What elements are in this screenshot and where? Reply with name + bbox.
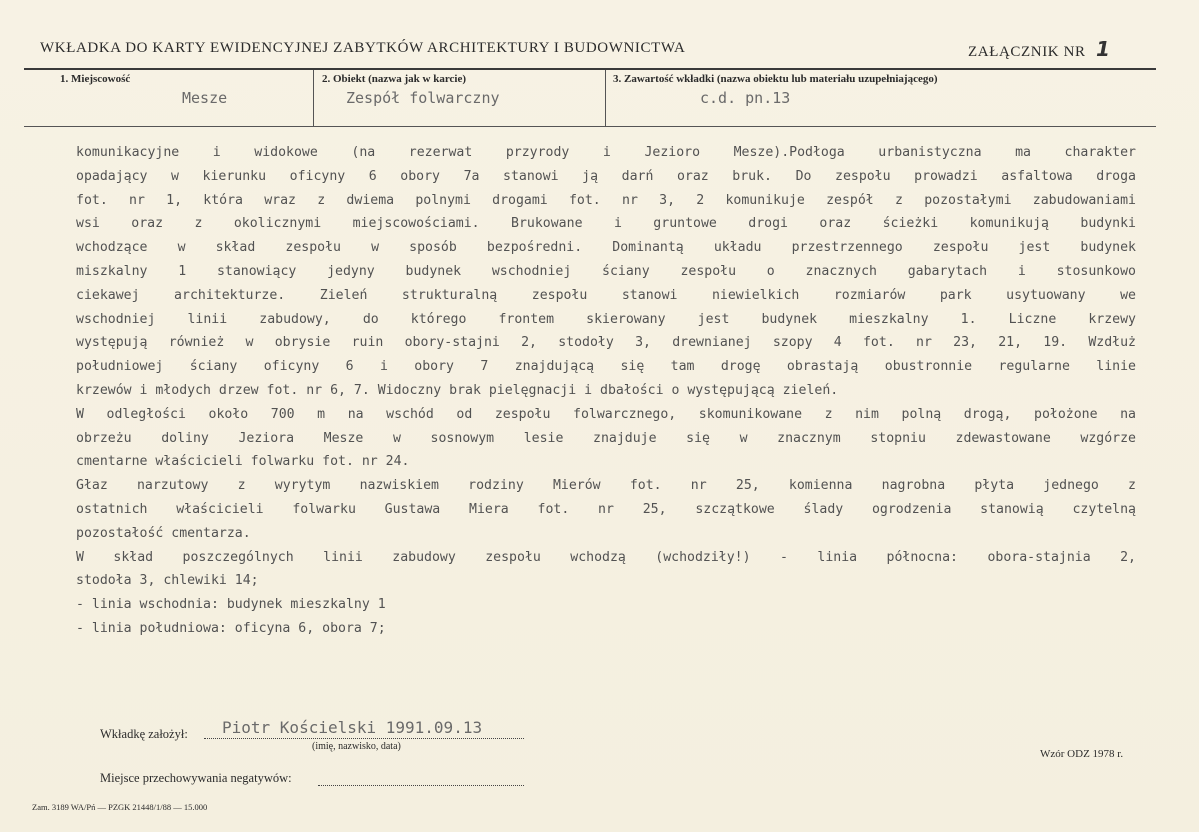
text-line: ostatnich właścicieli folwarku Gustawa Miera fot. nr 25, szczątkowe ślady ogrodzenia stanowią czytelną: [76, 501, 1136, 517]
text-line: stodoła 3, chlewiki 14;: [76, 573, 259, 589]
text-line: południowej ściany oficyny 6 i obory 7 znajdującą się tam drogę obrastają obustronnie regularne linie: [76, 359, 1136, 375]
field-locality-value: Mesze: [182, 89, 228, 107]
founded-by-dotted-line: [204, 737, 524, 739]
text-line: pozostałość cmentarza.: [76, 525, 251, 541]
founded-by-label: Wkładkę założył:: [100, 727, 188, 741]
form-title: WKŁADKA DO KARTY EWIDENCYJNEJ ZABYTKÓW ARCHITEKTURY I BUDOWNICTWA: [40, 40, 686, 56]
text-line: wsi oraz z okolicznymi miejscowościami. Brukowane i gruntowe drogi oraz ścieżki komunikują budynki: [76, 216, 1136, 232]
text-line: cmentarne właścicieli folwarku fot. nr 24.: [76, 454, 410, 470]
annex-number: 1: [1095, 37, 1111, 61]
field-content-value: c.d. pn.13: [700, 89, 791, 107]
text-line: występują również w obrysie ruin obory-stajni 2, stodoły 3, drewnianej szopy 4 fot. nr 23, 21, 19. Wzdłuż: [76, 335, 1136, 351]
text-line: miszkalny 1 stanowiący jedyny budynek wschodniej ściany zespołu o znacznych gabarytach i stosunkowo: [76, 263, 1136, 279]
text-line: fot. nr 1, która wraz z dwiema polnymi drogami fot. nr 3, 2 komunikuje zespół z pozostałymi zabudowaniami: [76, 192, 1136, 208]
text-line: komunikacyjne i widokowe (na rezerwat przyrody i Jezioro Mesze).Podłoga urbanistyczna ma charakter: [76, 145, 1136, 160]
text-line: ciekawej architekturze. Zieleń strukturalną zespołu stanowi niewielkich rozmiarów park usytuowany we: [76, 287, 1136, 303]
print-info: Zam. 3189 WA/Pń — PZGK 21448/1/88 — 15.000: [32, 802, 208, 812]
text-line: wchodzące w skład zespołu w sposób bezpośredni. Dominantą układu przestrzennego zespołu jest budynek: [76, 240, 1136, 256]
header-bottom-rule: [24, 126, 1156, 127]
text-line: - linia południowa: oficyna 6, obora 7;: [76, 620, 386, 636]
annex-heading: [968, 37, 1111, 61]
form-model-label: Wzór ODZ 1978 r.: [1040, 748, 1124, 760]
annex-label: ZAŁĄCZNIK NR: [968, 44, 1086, 60]
text-line: - linia wschodnia: budynek mieszkalny 1: [76, 597, 386, 613]
field-object-label: 2. Obiekt (nazwa jak w karcie): [322, 73, 467, 85]
negatives-dotted-line: [318, 784, 524, 786]
body-text: [76, 141, 1136, 641]
field-locality-label: 1. Miejscowość: [60, 73, 131, 85]
founded-by-value: Piotr Kościelski 1991.09.13: [222, 718, 483, 737]
negatives-location-label: Miejsce przechowywania negatywów:: [100, 771, 292, 785]
founded-by-caption: (imię, nazwisko, data): [312, 741, 401, 752]
text-line: W odległości około 700 m na wschód od zespołu folwarcznego, skomunikowane z nim polną drogą, położone na: [76, 406, 1136, 422]
field-divider: [313, 70, 314, 126]
field-content-label: 3. Zawartość wkładki (nazwa obiektu lub materiału uzupełniającego): [613, 73, 938, 85]
header-top-rule: [24, 68, 1156, 70]
text-line: W skład poszczególnych linii zabudowy zespołu wchodzą (wchodziły!) - linia północna: obora-stajnia 2,: [76, 549, 1136, 565]
field-object-value: Zespół folwarczny: [346, 89, 500, 107]
field-divider: [605, 70, 606, 126]
text-line: krzewów i młodych drzew fot. nr 6, 7. Widoczny brak pielęgnacji i dbałości o występującą zieleń.: [76, 382, 839, 398]
text-line: opadający w kierunku oficyny 6 obory 7a stanowi ją darń oraz bruk. Do zespołu prowadzi asfaltowa droga: [76, 168, 1136, 184]
text-line: obrzeżu doliny Jeziora Mesze w sosnowym lesie znajduje się w znacznym stopniu zdewastowane wzgórze: [76, 430, 1136, 446]
text-line: Głaz narzutowy z wyrytym nazwiskiem rodziny Mierów fot. nr 25, komienna nagrobna płyta jednego z: [76, 478, 1136, 494]
text-line: wschodniej linii zabudowy, do którego frontem skierowany jest budynek mieszkalny 1. Liczne krzewy: [76, 311, 1136, 327]
